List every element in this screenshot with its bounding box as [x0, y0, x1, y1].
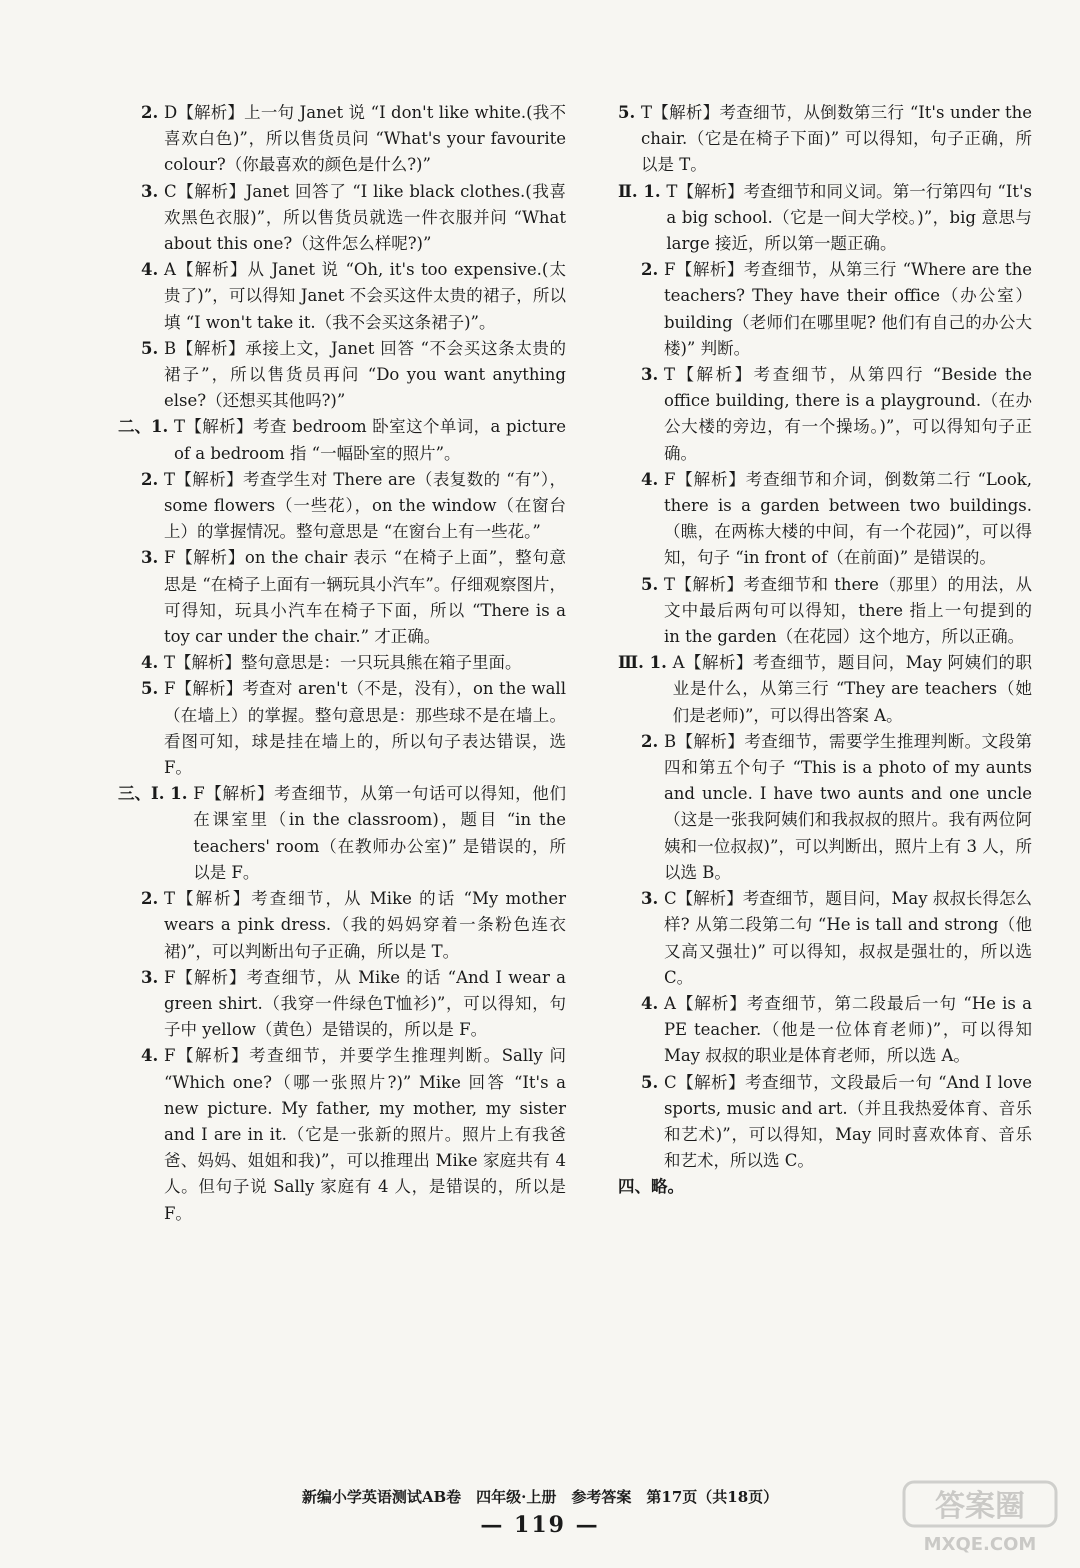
answer-item [118, 650, 566, 676]
answer-item [118, 1043, 566, 1226]
item-explanation: F【解析】on the chair 表示 “在椅子上面”，整句意思是 “在椅子上面有一辆玩具小汽车”。仔细观察图片，可得知，玩具小汽车在椅子下面，所以 “There is a toy car under the chair.” 才正确。 [163, 548, 566, 647]
item-explanation: T【解析】考查细节，从 Mike 的话 “My mother wears a pink dress.（我的妈妈穿着一条粉色连衣裙)”，可以判断出句子正确，所以是 T。 [163, 889, 566, 961]
item-explanation: A【解析】从 Janet 说 “Oh, it's too expensive.(太贵了)”，可以得知 Janet 不会买这件太贵的裙子，所以填 “I won't take it.（我不会买这条裙子)”。 [163, 260, 566, 332]
answer-item [618, 572, 1032, 651]
page-number: — 119 — [480, 1512, 600, 1538]
answer-item [118, 781, 566, 886]
item-explanation: C【解析】Janet 回答了 “I like black clothes.(我喜欢黑色衣服)”，所以售货员就选一件衣服并问 “What about this one?（这件怎么样呢?)” [163, 181, 566, 254]
item-number: 3. [118, 181, 164, 201]
answer-item [118, 676, 566, 781]
item-explanation: T【解析】考查细节，从第四行 “Beside the office building, there is a playground.（在办公大楼的旁边，有一个操场。)”，可以得知句子正确。 [663, 365, 1032, 463]
item-number: 3. [118, 548, 164, 568]
answer-item [118, 886, 566, 965]
answer-item [118, 100, 566, 179]
item-number: Ⅱ. 1. [618, 181, 667, 201]
item-explanation: F【解析】考查细节和介词，倒数第二行 “Look, there is a garden between two buildings.（瞧，在两栋大楼的中间，有一个花园)”，可以得知，句子 “in front of（在前面)” 是错误的。 [663, 469, 1032, 568]
answer-item [618, 729, 1032, 886]
item-number: Ⅲ. 1. [618, 653, 673, 673]
book-info-footer: 新编小学英语测试AB卷 四年级·上册 参考答案 第17页（共18页） [301, 1488, 779, 1506]
item-number: 2. [618, 260, 664, 280]
answer-item [118, 336, 566, 415]
answer-item [118, 414, 566, 466]
answer-item [118, 257, 566, 336]
left-column [118, 100, 566, 1227]
answer-item [618, 100, 1032, 179]
item-number: 5. [118, 338, 164, 358]
item-number: 5. [618, 574, 664, 594]
item-number: 3. [618, 365, 664, 385]
item-explanation: A【解析】考查细节，题目问，May 阿姨们的职业是什么，从第三行 “They are teachers（她们是老师)”，可以得出答案 A。 [672, 653, 1032, 725]
right-column [618, 100, 1032, 1201]
item-explanation: A【解析】考查细节，第二段最后一句 “He is a PE teacher.（他是一位体育老师)”，可以得知 May 叔叔的职业是体育老师，所以选 A。 [663, 993, 1032, 1066]
answer-item [618, 650, 1032, 729]
item-explanation: T【解析】考查细节和同义词。第一行第四句 “It's a big school.（它是一间大学校。)”，big 意思与 large 接近，所以第一题正确。 [666, 181, 1032, 254]
item-number: 5. [118, 679, 164, 699]
item-explanation: C【解析】考查细节，题目问，May 叔叔长得怎么样? 从第二段第二句 “He is tall and strong（他又高又强壮)” 可以得知，叔叔是强壮的，所以选 C。 [663, 889, 1032, 987]
item-number: 4. [618, 469, 664, 489]
answer-item [618, 1070, 1032, 1175]
answer-item [118, 467, 566, 546]
answer-item [118, 545, 566, 650]
item-number: 4. [118, 260, 164, 280]
item-explanation: F【解析】考查对 aren't（不是，没有），on the wall（在墙上）的掌握。整句意思是：那些球不是在墙上。看图可知，球是挂在墙上的，所以句子表达错误，选 F。 [163, 679, 566, 778]
item-explanation: T【解析】考查学生对 There are（表复数的 “有”），some flowers（一些花），on the window（在窗台上）的掌握情况。整句意思是 “在窗台上有一些花。” [163, 469, 566, 542]
item-explanation: T【解析】考查细节和 there（那里）的用法，从文中最后两句可以得知，there 指上一句提到的 in the garden（在花园）这个地方，所以正确。 [663, 574, 1032, 647]
answer-item [618, 467, 1032, 572]
item-explanation: T【解析】考查细节，从倒数第三行 “It's under the chair.（它是在椅子下面)” 可以得知，句子正确，所以是 T。 [640, 103, 1032, 175]
item-explanation: 四、略。 [618, 1177, 684, 1197]
item-explanation: F【解析】考查细节，从第一句话可以得知，他们在课室里（in the classroom)，题目 “in the teachers' room（在教师办公室)” 是错误的，所以是 F。 [193, 784, 566, 882]
answer-item [618, 991, 1032, 1070]
item-number: 5. [618, 1072, 664, 1092]
item-number: 4. [118, 653, 164, 673]
item-explanation: B【解析】考查细节，需要学生推理判断。文段第四和第五个句子 “This is a photo of my aunts and uncle. I have two aunts and one uncle（这是一张我阿姨们和我叔叔的照片。我有两位阿姨和一位叔叔)”，可以判断出，照片上有 3 人，所以选 B。 [663, 731, 1032, 882]
item-explanation: F【解析】考查细节，从第三行 “Where are the teachers? They have their office（办公室）building（老师们在哪里呢? 他们有自己的办公大楼)” 判断。 [663, 260, 1032, 358]
item-explanation: F【解析】考查细节，并要学生推理判断。Sally 问 “Which one?（哪一张照片?)” Mike 回答 “It's a new picture. My father, my mother, my sister and I are in it.（它是一张新的照片。照片上有我爸爸、妈妈、姐姐和我)”，可以推理出 Mike 家庭共有 4 人。但句子说 Sally 家庭有 4 人，是错误的，所以是 F。 [163, 1046, 566, 1223]
item-explanation: D【解析】上一句 Janet 说 “I don't like white.(我不喜欢白色)”，所以售货员问 “What's your favourite colour?（你最喜欢的颜色是什么?)” [163, 103, 566, 175]
item-number: 2. [118, 103, 164, 122]
item-number: 4. [118, 1046, 164, 1066]
item-explanation: C【解析】考查细节，文段最后一句 “And I love sports, music and art.（并且我热爱体育、音乐和艺术)”，可以得知，May 同时喜欢体育、音乐和艺术，所以选 C。 [663, 1072, 1032, 1171]
answer-item [618, 362, 1032, 467]
item-number: 3. [618, 889, 664, 909]
answer-item [618, 179, 1032, 258]
answer-item [618, 257, 1032, 362]
item-number: 2. [618, 731, 664, 751]
item-explanation: B【解析】承接上文，Janet 回答 “不会买这条太贵的裙子”，所以售货员再问 “Do you want anything else?（还想买其他吗?)” [163, 338, 566, 411]
item-number: 2. [118, 469, 164, 489]
item-explanation: F【解析】考查细节，从 Mike 的话 “And I wear a green shirt.（我穿一件绿色T恤衫)”，可以得知，句子中 yellow（黄色）是错误的，所以是 F。 [163, 967, 566, 1040]
item-number: 二、1. [118, 417, 174, 437]
section-note [618, 1174, 1032, 1200]
item-number: 5. [618, 103, 641, 122]
answer-item [118, 965, 566, 1044]
item-explanation: T【解析】整句意思是：一只玩具熊在箱子里面。 [163, 653, 522, 673]
item-explanation: T【解析】考查 bedroom 卧室这个单词，a picture of a bedroom 指 “一幅卧室的照片”。 [173, 417, 566, 463]
watermark-top-text: 答案圈 [935, 1489, 1025, 1524]
item-number: 3. [118, 967, 164, 987]
answer-item [118, 179, 566, 258]
watermark-logo [900, 1478, 1060, 1558]
item-number: 4. [618, 993, 664, 1013]
item-number: 2. [118, 889, 164, 909]
item-number: 三、Ⅰ. 1. [118, 784, 194, 804]
answer-item [618, 886, 1032, 991]
watermark-bottom-text: MXQE.COM [923, 1534, 1037, 1555]
